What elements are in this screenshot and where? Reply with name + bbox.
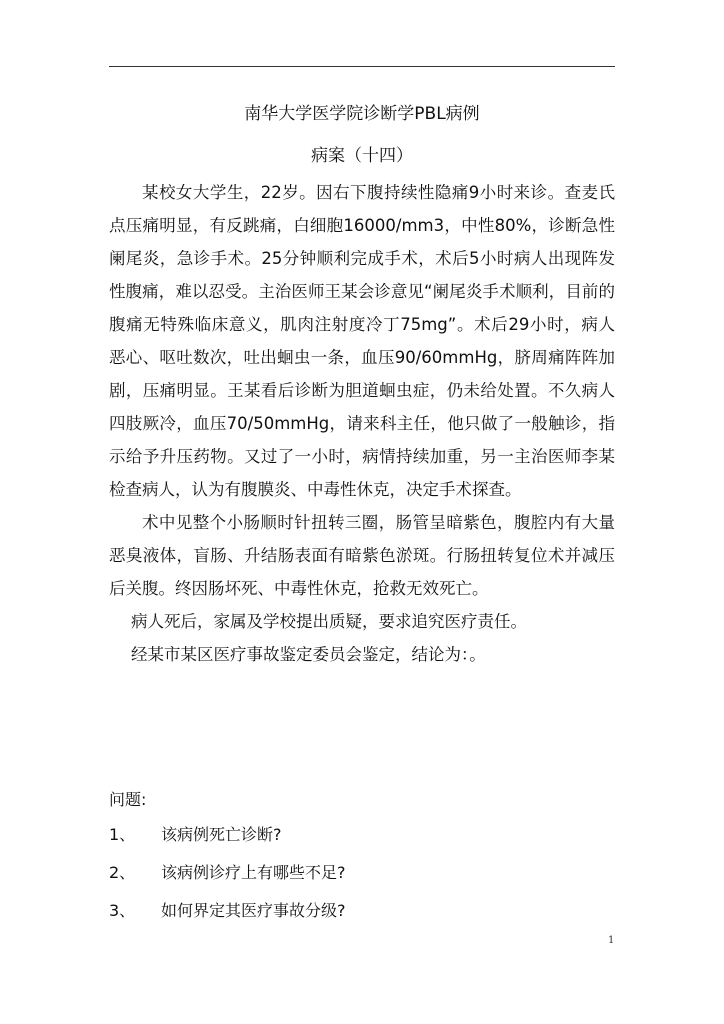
- questions-label: 问题:: [109, 790, 147, 809]
- question-number: 1、: [109, 825, 136, 844]
- case-paragraph-2: 术中见整个小肠顺时针扭转三圈，肠管呈暗紫色，腹腔内有大量恶臭液体，盲肠、升结肠表面有暗紫色淤斑。行肠扭转复位术并减压后关腹。终因肠坏死、中毒性休克，抢救无效死亡。: [109, 513, 615, 598]
- case-body: [109, 176, 615, 671]
- question-item: [109, 861, 346, 885]
- case-paragraph-3: 病人死后，家属及学校提出质疑，要求追究医疗责任。: [131, 612, 527, 631]
- question-text: 该病例死亡诊断?: [161, 825, 282, 844]
- question-text: 该病例诊疗上有哪些不足?: [161, 863, 346, 882]
- question-number: 2、: [109, 863, 136, 882]
- header-rule: [109, 66, 615, 67]
- document-title: 南华大学医学院诊断学PBL病例: [244, 104, 480, 124]
- question-text: 如何界定其医疗事故分级?: [161, 901, 346, 920]
- question-item: [109, 899, 346, 923]
- page-number: 1: [608, 935, 615, 946]
- case-paragraph-1: 某校女大学生，22岁。因右下腹持续性隐痛9小时来诊。查麦氏点压痛明显，有反跳痛，白细胞16000/mm3，中性80%，诊断急性阑尾炎，急诊手术。25分钟顺利完成手术，术后5小时病人出现阵发性腹痛，难以忍受。主治医师王某会诊意见“阑尾炎手术顺利，目前的腹痛无特殊临床意义，肌肉注射度冷丁75mg”。术后29小时，病人恶心、呕吐数次，吐出蛔虫一条，血压90/60mmHg，脐周痛阵阵加剧，压痛明显。王某看后诊断为胆道蛔虫症，仍未给处置。不久病人四肢厥冷，血压70/50mmHg，请来科主任，他只做了一般触诊，指示给予升压药物。又过了一小时，病情持续加重，另一主治医师李某检查病人，认为有腹膜炎、中毒性休克，决定手术探查。: [109, 183, 615, 499]
- case-paragraph-4: 经某市某区医疗事故鉴定委员会鉴定，结论为：。: [131, 645, 486, 664]
- question-number: 3、: [109, 901, 136, 920]
- case-subtitle: 病案（十四）: [311, 146, 413, 166]
- question-item: [109, 823, 282, 847]
